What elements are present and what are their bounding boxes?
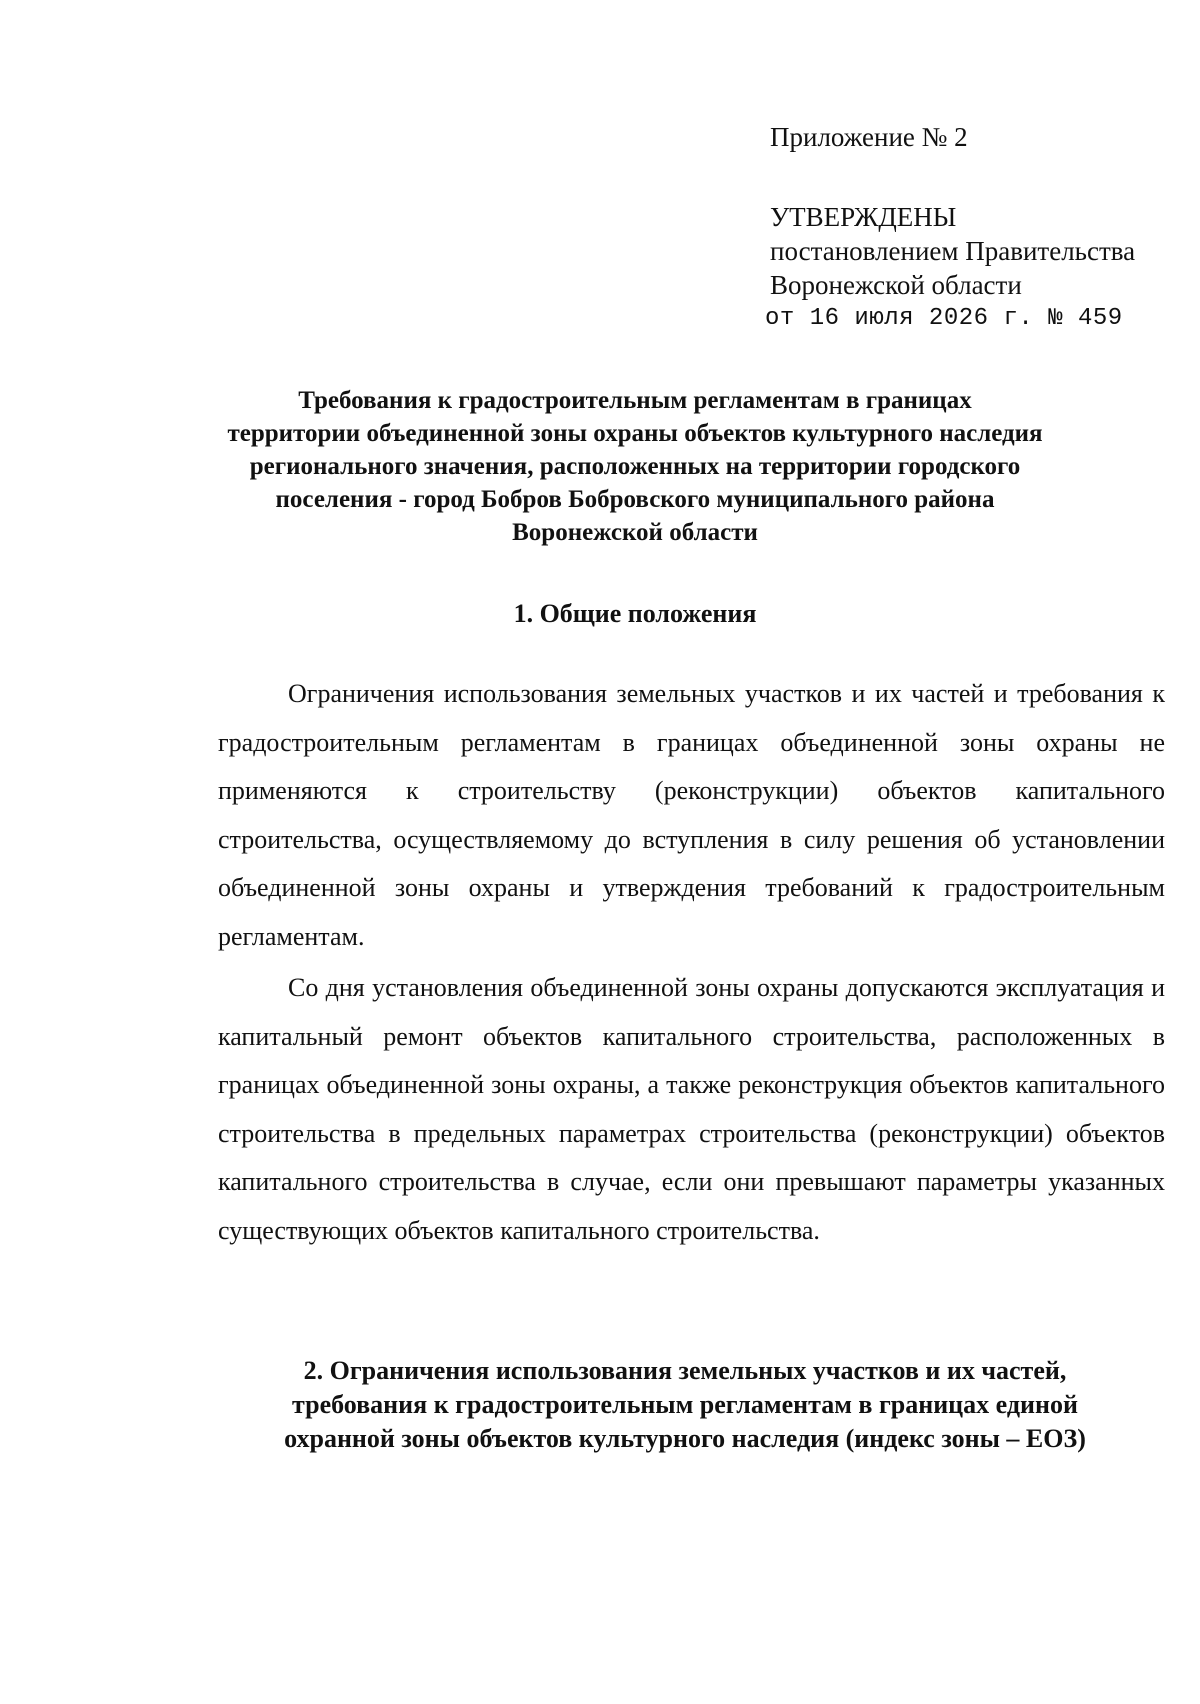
- section-1-heading: 1. Общие положения: [513, 599, 757, 628]
- document-title: [200, 384, 1070, 549]
- title-line: поселения - город Бобров Бобровского муниципального района: [275, 486, 995, 513]
- section-1-paragraph-1: Ограничения использования земельных участков и их частей и требования к градостроительным регламентам в границах объединенной зоны охраны не применяются к строительству (реконструкции) объектов капитального строительства, осуществляемому до вступления в силу решения об установлении объединенной зоны охраны и утверждения требований к градостроительным регламентам.: [218, 679, 1165, 951]
- section-2-heading-line: 2. Ограничения использования земельных участков и их частей,: [303, 1356, 1067, 1385]
- title-line: регионального значения, расположенных на территории городского: [249, 453, 1021, 480]
- section-2-heading-line: охранной зоны объектов культурного наследия (индекс зоны – ЕОЗ): [284, 1424, 1086, 1453]
- title-line: территории объединенной зоны охраны объектов культурного наследия: [227, 420, 1043, 447]
- approval-block: [765, 120, 1136, 336]
- appendix-label: Приложение № 2: [770, 122, 968, 152]
- approved-label: УТВЕРЖДЕНЫ: [770, 202, 957, 232]
- decree-reference: от 16 июля 2026 г. № 459: [765, 305, 1123, 332]
- title-line: Требования к градостроительным регламентам в границах: [298, 387, 972, 414]
- section-2-heading-line: требования к градостроительным регламентам в границах единой: [292, 1390, 1078, 1419]
- approved-by-line-2: Воронежской области: [770, 270, 1022, 300]
- section-1-paragraph-2: Со дня установления объединенной зоны охраны допускаются эксплуатация и капитальный ремонт объектов капитального строительства, расположенных в границах объединенной зоны охраны, а также реконструкция объектов капитального строительства в предельных параметрах строительства (реконструкции) объектов капитального строительства в случае, если они превышают параметры указанных существующих объектов капитального строительства.: [218, 973, 1165, 1245]
- approved-by-line-1: постановлением Правительства: [770, 236, 1136, 266]
- title-line: Воронежской области: [512, 519, 758, 546]
- section-2-heading: [230, 1354, 1140, 1456]
